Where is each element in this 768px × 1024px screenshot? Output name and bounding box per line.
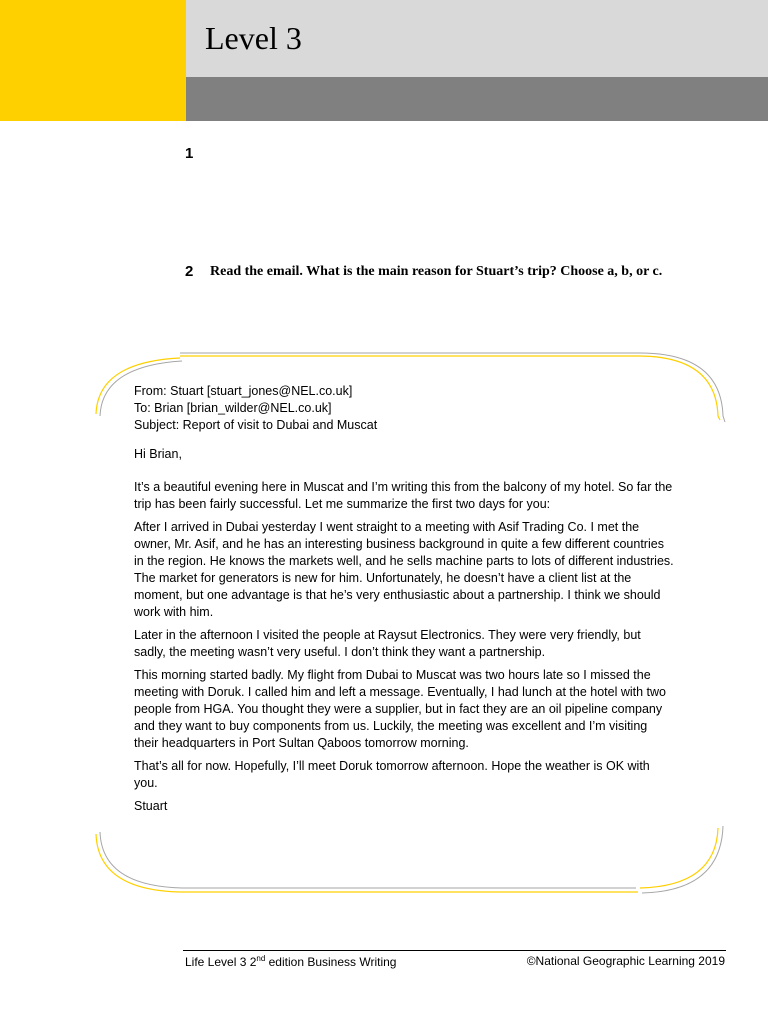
footer-course-title xyxy=(185,954,396,969)
email-to: To: Brian [brian_wilder@NEL.co.uk] xyxy=(134,401,332,415)
email-paragraph-2: After I arrived in Dubai yesterday I went straight to a meeting with Asif Trading Co. I met the owner, Mr. Asif, and he has an interesting business background in quite a few different countries in the region. He knows the markets well, and he sells machine parts to lots of different industries. The market for generators is new for him. Unfortunately, he doesn’t have a client list at the moment, but one advantage is that he’s very enthusiastic about a partnership. I think we should work with him. xyxy=(134,520,674,619)
question-2-text: Read the email. What is the main reason for Stuart’s trip? Choose a, b, or c. xyxy=(210,264,663,279)
header-dark-band xyxy=(186,77,768,121)
email-subject: Subject: Report of visit to Dubai and Muscat xyxy=(134,418,378,432)
footer-copyright: ©National Geographic Learning 2019 xyxy=(526,954,725,968)
email-body xyxy=(134,383,674,821)
email-signature: Stuart xyxy=(134,799,168,813)
email-paragraph-5: That’s all for now. Hopefully, I’ll meet Doruk tomorrow afternoon. Hope the weather is OK with you. xyxy=(134,759,650,790)
footer-divider xyxy=(183,950,726,951)
question-1-number: 1 xyxy=(185,145,194,162)
footer-course-sup: nd xyxy=(256,954,266,963)
question-2-number: 2 xyxy=(185,263,194,280)
page-title: Level 3 xyxy=(205,20,302,56)
email-greeting: Hi Brian, xyxy=(134,447,182,461)
footer-course-suffix: edition Business Writing xyxy=(265,955,397,969)
email-from: From: Stuart [stuart_jones@NEL.co.uk] xyxy=(134,384,353,398)
email-paragraph-3: Later in the afternoon I visited the people at Raysut Electronics. They were very friendly, but sadly, the meeting wasn’t very useful. I don’t think they want a partnership. xyxy=(134,628,641,659)
email-paragraph-4: This morning started badly. My flight from Dubai to Muscat was two hours late so I missed the meeting with Doruk. I called him and left a message. Eventually, I had lunch at the hotel with two people from HGA. You thought they were a supplier, but in fact they are an oil pipeline company and they want to buy components from us. Luckily, the meeting was excellent and I’m visiting their headquarters in Port Sultan Qaboos tomorrow morning. xyxy=(134,668,666,750)
header-accent-block xyxy=(0,0,186,121)
footer-course-prefix: Life Level 3 2 xyxy=(185,955,257,969)
email-paragraph-1: It’s a beautiful evening here in Muscat and I’m writing this from the balcony of my hotel. So far the trip has been fairly successful. Let me summarize the first two days for you: xyxy=(134,480,673,511)
